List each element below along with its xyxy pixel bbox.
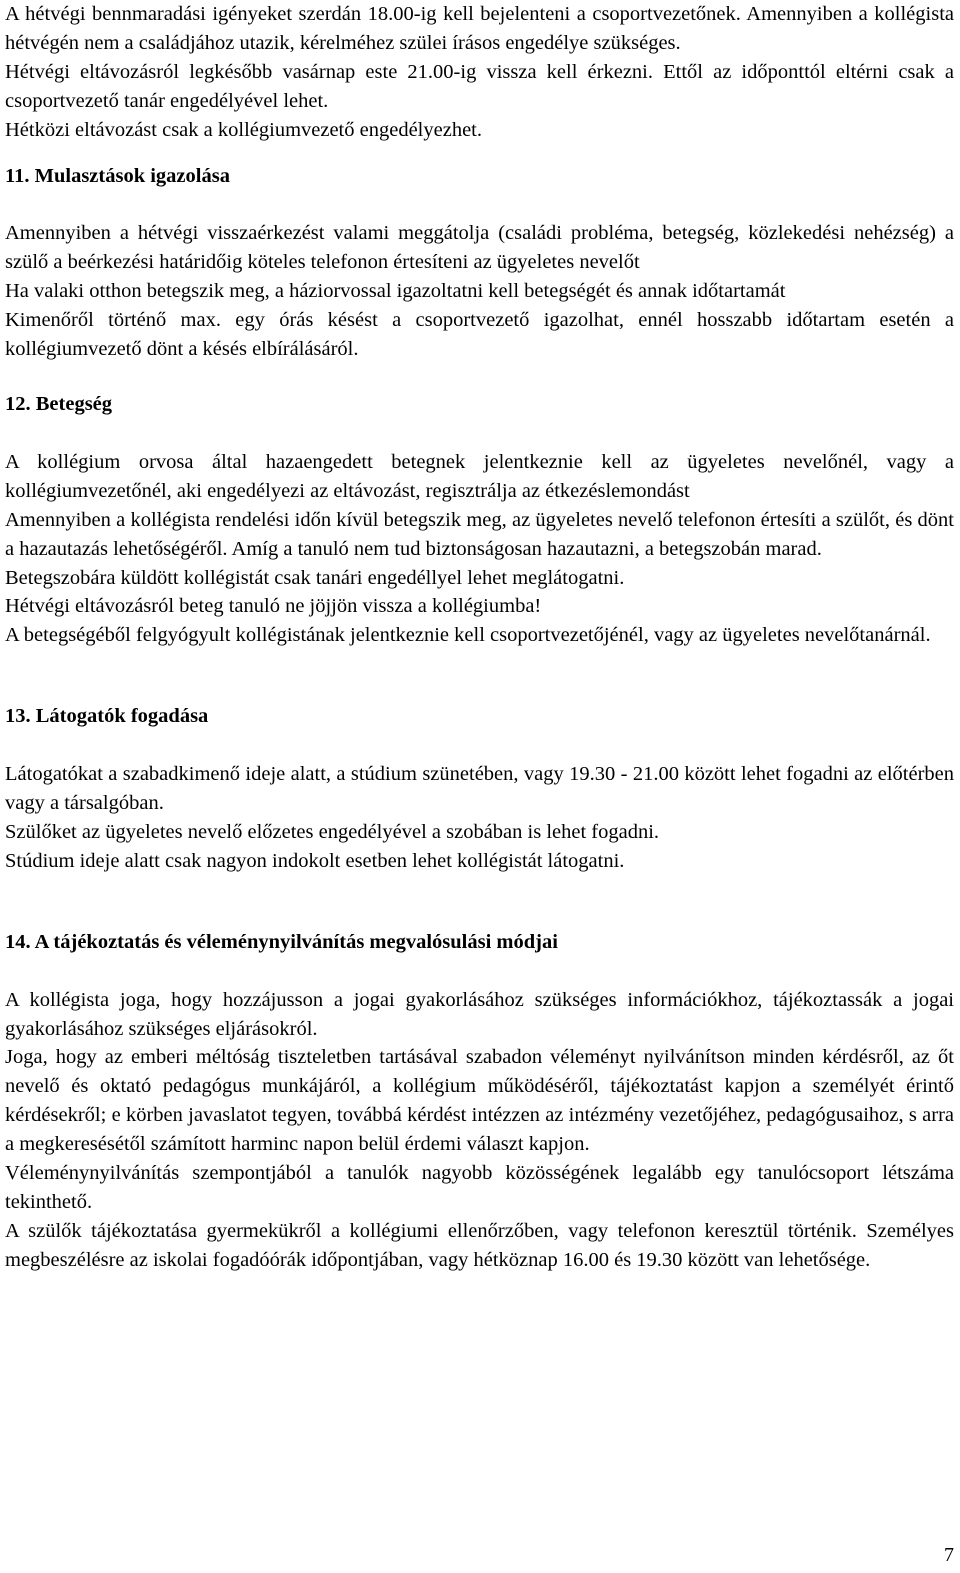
section-14-paragraph-3: Véleménynyilvánítás szempontjából a tanulók nagyobb közösségének legalább egy tanulócsoport létszáma tekinthető. [5,1162,954,1213]
section-11-paragraph-1: Amennyiben a hétvégi visszaérkezést valami meggátolja (családi probléma, betegség, közlekedési nehézség) a szülő a beérkezési határidőig köteles telefonon értesíteni az ügyeletes nevelőt [5,222,954,274]
intro-paragraph-3: Hétközi eltávozást csak a kollégiumvezető engedélyezhet. [5,118,482,141]
section-13-paragraph-3: Stúdium ideje alatt csak nagyon indokolt esetben lehet kollégistát látogatni. [5,849,625,872]
section-12-paragraph-1: A kollégium orvosa által hazaengedett betegnek jelentkeznie kell az ügyeletes nevelőnél, vagy a kollégiumvezetőnél, aki engedélyezi az eltávozást, regisztrálja az étkezéslemondást [5,450,954,502]
section-11-paragraph-2: Ha valaki otthon betegszik meg, a háziorvossal igazoltatni kell betegségét és annak időtartamát [5,280,786,303]
intro-paragraph-1: A hétvégi bennmaradási igényeket szerdán 18.00-ig kell bejelenteni a csoportvezetőnek. Amennyiben a kollégista hétvégén nem a családjához utazik, kérelméhez szülei írásos engedélye szükséges. [5,3,954,54]
section-14-paragraph-4: A szülők tájékoztatása gyermekükről a kollégiumi ellenőrzőben, vagy telefonon keresztül történik. Személyes megbeszélésre az iskolai fogadóórák időpontjában, vagy hétköznap 16.00 és 19.30 között van lehetősége. [5,1219,954,1271]
section-11-paragraph-3: Kimenőről történő max. egy órás késést a csoportvezető igazolhat, ennél hosszabb időtartam esetén a kollégiumvezető dönt a késés elbírálásáról. [5,309,954,361]
section-heading-11: 11. Mulasztások igazolása [5,164,230,187]
section-14-paragraph-2: Joga, hogy az emberi méltóság tiszteletben tartásával szabadon véleményt nyilvánítson minden kérdésről, az őt nevelő és oktató pedagógus munkájáról, a kollégium működéséről, tájékoztatást kapjon a személyét érintő kérdésekről; e körben javaslatot tegyen, továbbá kérdést intézzen az intézmény vezetőjéhez, pedagógusaihoz, s arra a megkeresésétől számított harminc napon belül érdemi választ kapjon. [5,1046,954,1156]
section-heading-12: 12. Betegség [5,392,113,415]
intro-paragraph-2: Hétvégi eltávozásról legkésőbb vasárnap este 21.00-ig vissza kell érkezni. Ettől az időponttól eltérni csak a csoportvezető tanár engedélyével lehet. [5,60,954,112]
section-12-paragraph-3: Betegszobára küldött kollégistát csak tanári engedéllyel lehet meglátogatni. [5,566,625,589]
section-12-paragraph-2: Amennyiben a kollégista rendelési időn kívül betegszik meg, az ügyeletes nevelő telefonon értesíti a szülőt, és dönt a hazautazás lehetőségéről. Amíg a tanuló nem tud biztonságosan hazautazni, a betegszobán marad. [5,508,954,560]
page-number: 7 [944,1544,954,1566]
section-heading-14: 14. A tájékoztatás és véleménynyilvánítás megvalósulási módjai [5,930,558,953]
section-heading-13: 13. Látogatók fogadása [5,705,209,728]
section-12-paragraph-4: Hétvégi eltávozásról beteg tanuló ne jöjjön vissza a kollégiumba! [5,595,542,618]
section-13-paragraph-1: Látogatókat a szabadkimenő ideje alatt, a stúdium szünetében, vagy 19.30 - 21.00 között lehet fogadni az előtérben vagy a társalgóban. [5,763,954,815]
section-13-paragraph-2: Szülőket az ügyeletes nevelő előzetes engedélyével a szobában is lehet fogadni. [5,820,660,843]
document-page [5,0,954,1275]
intro-block [5,0,954,145]
section-14-paragraph-1: A kollégista joga, hogy hozzájusson a jogai gyakorlásához szükséges információkhoz, tájékoztassák a jogai gyakorlásához szükséges eljárásokról. [5,988,954,1040]
section-12-paragraph-5: A betegségéből felgyógyult kollégistának jelentkeznie kell csoportvezetőjénél, vagy az ügyeletes nevelőtanárnál. [5,624,931,647]
